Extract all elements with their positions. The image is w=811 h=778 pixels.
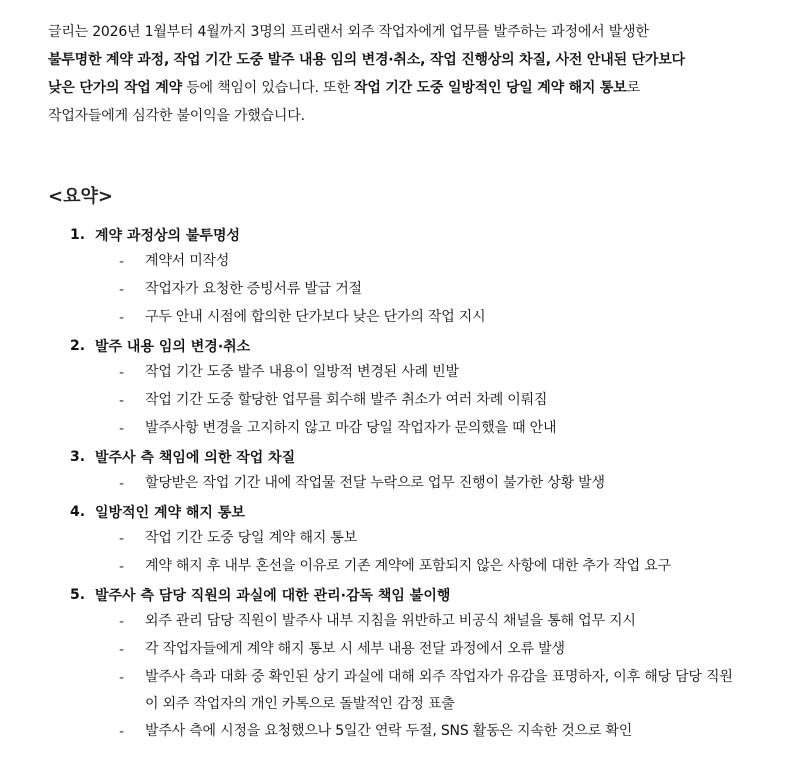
list-item xyxy=(48,387,781,415)
intro-paragraph xyxy=(48,18,781,130)
list-item-text: 작업 기간 도중 할당한 업무를 회수해 발주 취소가 여러 차례 이뤄짐 xyxy=(145,392,548,408)
dash-bullet: - xyxy=(119,559,125,575)
section-heading-text: 발주사 측 책임에 의한 작업 차질 xyxy=(95,449,296,466)
list-item xyxy=(48,415,781,443)
list-item-text: 발주사 측과 대화 중 확인된 상기 과실에 대해 외주 작업자가 유감을 표명하자, 이후 해당 담당 직원이 외주 작업자의 개인 카톡으로 돌발적인 감정 표출 xyxy=(145,669,733,712)
dash-bullet: - xyxy=(119,642,125,658)
intro-line-3 xyxy=(48,74,781,102)
dash-bullet: - xyxy=(119,670,125,686)
list-item xyxy=(48,553,781,581)
list-item-text: 구두 안내 시점에 합의한 단가보다 낮은 단가의 작업 지시 xyxy=(145,309,486,325)
intro-line-4: 작업자들에게 심각한 불이익을 가했습니다. xyxy=(48,108,305,124)
section-number: 4. xyxy=(70,503,86,520)
list-item xyxy=(48,470,781,498)
intro-bold-text: 불투명한 계약 과정, 작업 기간 도중 발주 내용 임의 변경·취소, 작업 진행상의 차질, 사전 안내된 단가보다 xyxy=(48,52,685,68)
dash-bullet: - xyxy=(119,365,125,381)
section-heading xyxy=(48,498,781,525)
section-number: 3. xyxy=(70,448,86,465)
section-number: 1. xyxy=(70,226,86,243)
intro-bold-text: 낮은 단가의 작업 계약 xyxy=(48,80,182,96)
list-item-text: 발주사항 변경을 고지하지 않고 마감 당일 작업자가 문의했을 때 안내 xyxy=(145,420,557,436)
dash-bullet: - xyxy=(119,614,125,630)
section-item-list xyxy=(48,608,781,746)
summary-sections xyxy=(48,221,781,746)
dash-bullet: - xyxy=(119,310,125,326)
list-item xyxy=(48,248,781,276)
list-item xyxy=(48,718,781,746)
list-item xyxy=(48,525,781,553)
dash-bullet: - xyxy=(119,421,125,437)
list-item-text: 각 작업자들에게 계약 해지 통보 시 세부 내용 전달 과정에서 오류 발생 xyxy=(145,641,565,657)
list-item xyxy=(48,636,781,664)
section-heading-text: 계약 과정상의 불투명성 xyxy=(95,227,240,244)
dash-bullet: - xyxy=(119,254,125,270)
list-item-text: 작업 기간 도중 당일 계약 해지 통보 xyxy=(145,530,358,546)
dash-bullet: - xyxy=(119,393,125,409)
section-number: 5. xyxy=(70,586,86,603)
intro-line-1: 글리는 2026년 1월부터 4월까지 3명의 프리랜서 외주 작업자에게 업무를 발주하는 과정에서 발생한 xyxy=(48,24,649,40)
section-item-list xyxy=(48,359,781,443)
section-item-list xyxy=(48,248,781,332)
list-item-text: 작업 기간 도중 발주 내용이 일방적 변경된 사례 빈발 xyxy=(145,364,459,380)
list-item-text: 계약서 미작성 xyxy=(145,253,230,269)
section-number: 2. xyxy=(70,337,86,354)
section-heading xyxy=(48,332,781,359)
list-item xyxy=(48,276,781,304)
dash-bullet: - xyxy=(119,724,125,740)
list-item-text: 할당받은 작업 기간 내에 작업물 전달 누락으로 업무 진행이 불가한 상황 발생 xyxy=(145,475,605,491)
list-item-text: 외주 관리 담당 직원이 발주사 내부 지침을 위반하고 비공식 채널을 통해 업무 지시 xyxy=(145,613,636,629)
section-heading-text: 발주 내용 임의 변경·취소 xyxy=(95,338,251,355)
list-item xyxy=(48,608,781,636)
section-heading xyxy=(48,581,781,608)
section-heading-text: 일방적인 계약 해지 통보 xyxy=(95,504,245,521)
list-item-text: 계약 해지 후 내부 혼선을 이유로 기존 계약에 포함되지 않은 사항에 대한 추가 작업 요구 xyxy=(145,558,671,574)
list-item xyxy=(48,664,781,718)
intro-text: 등에 책임이 있습니다. 또한 xyxy=(181,80,355,96)
section-heading xyxy=(48,221,781,248)
dash-bullet: - xyxy=(119,531,125,547)
summary-title: <요약> xyxy=(48,186,113,207)
section-heading-text: 발주사 측 담당 직원의 과실에 대한 관리·감독 책임 불이행 xyxy=(95,587,451,604)
dash-bullet: - xyxy=(119,282,125,298)
list-item-text: 발주사 측에 시정을 요청했으나 5일간 연락 두절, SNS 활동은 지속한 것으로 확인 xyxy=(145,723,633,739)
intro-bold-text: 작업 기간 도중 일방적인 당일 계약 해지 통보 xyxy=(354,80,627,96)
list-item xyxy=(48,304,781,332)
intro-text: 로 xyxy=(626,80,640,96)
section-heading xyxy=(48,443,781,470)
section-item-list xyxy=(48,470,781,498)
intro-line-2 xyxy=(48,46,781,74)
section-item-list xyxy=(48,525,781,581)
dash-bullet: - xyxy=(119,476,125,492)
list-item-text: 작업자가 요청한 증빙서류 발급 거절 xyxy=(145,281,362,297)
list-item xyxy=(48,359,781,387)
